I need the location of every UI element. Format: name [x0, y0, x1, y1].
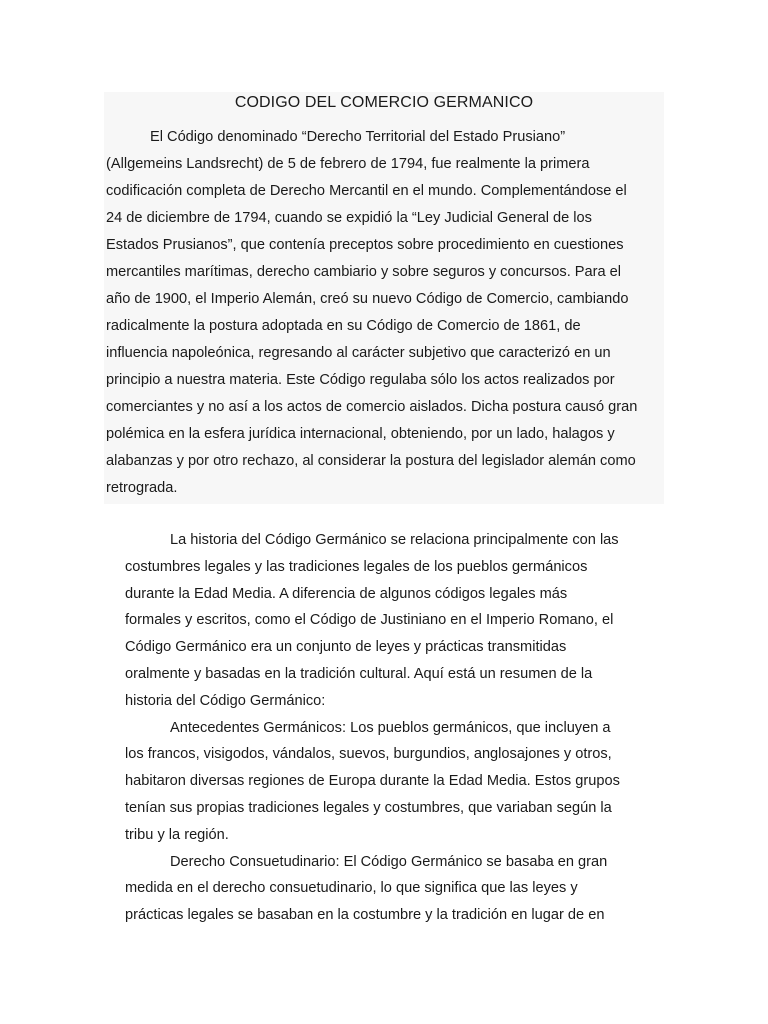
text-line: Derecho Consuetudinario: El Código Germánico se basaba en gran [170, 853, 608, 870]
text-line: costumbres legales y las tradiciones legales de los pueblos germánicos [125, 558, 588, 575]
text-line: codificación completa de Derecho Mercantil en el mundo. Complementándose el [106, 183, 627, 199]
text-line: La historia del Código Germánico se relaciona principalmente con las [170, 532, 619, 548]
text-line: comerciantes y no así a los actos de comercio aislados. Dicha postura causó gran [106, 399, 638, 415]
text-line: influencia napoleónica, regresando al carácter subjetivo que caracterizó en un [106, 345, 611, 361]
text-line: formales y escritos, como el Código de Justiniano en el Imperio Romano, el [125, 612, 614, 629]
text-line: Estados Prusianos”, que contenía preceptos sobre procedimiento en cuestiones [106, 237, 624, 253]
text-line: (Allgemeins Landsrecht) de 5 de febrero de 1794, fue realmente la primera [106, 156, 590, 172]
text-line: Antecedentes Germánicos: Los pueblos germánicos, que incluyen a [170, 719, 611, 736]
body-text-section [125, 527, 645, 929]
text-line: mercantiles marítimas, derecho cambiario y sobre seguros y concursos. Para el [106, 264, 622, 280]
paragraph-prussian-code [106, 124, 662, 502]
document-title: CODIGO DEL COMERCIO GERMANICO [234, 94, 534, 111]
text-line: tribu y la región. [125, 826, 229, 843]
text-line: oralmente y basadas en la tradición cultural. Aquí está un resumen de la [125, 665, 593, 682]
text-line: los francos, visigodos, vándalos, suevos, burgundios, anglosajones y otros, [125, 746, 612, 763]
text-line: medida en el derecho consuetudinario, lo que significa que las leyes y [125, 880, 578, 897]
text-line: durante la Edad Media. A diferencia de algunos códigos legales más [125, 585, 568, 602]
text-line: habitaron diversas regiones de Europa durante la Edad Media. Estos grupos [125, 773, 620, 790]
text-line: tenían sus propias tradiciones legales y costumbres, que variaban según la [125, 799, 612, 816]
text-line: prácticas legales se basaban en la costumbre y la tradición en lugar de en [125, 907, 605, 924]
text-line: polémica en la esfera jurídica internacional, obteniendo, por un lado, halagos y [106, 426, 615, 442]
text-line: alabanzas y por otro rechazo, al considerar la postura del legislador alemán como [106, 453, 636, 469]
text-line: año de 1900, el Imperio Alemán, creó su nuevo Código de Comercio, cambiando [106, 291, 629, 307]
text-line: radicalmente la postura adoptada en su Código de Comercio de 1861, de [106, 318, 581, 334]
text-line: El Código denominado “Derecho Territorial del Estado Prusiano” [150, 129, 566, 145]
text-line: Código Germánico era un conjunto de leyes y prácticas transmitidas [125, 639, 567, 656]
text-line: principio a nuestra materia. Este Código regulaba sólo los actos realizados por [106, 372, 615, 388]
text-line: 24 de diciembre de 1794, cuando se expidió la “Ley Judicial General de los [106, 210, 592, 226]
text-line: historia del Código Germánico: [125, 692, 326, 709]
text-line: retrograda. [106, 480, 178, 496]
